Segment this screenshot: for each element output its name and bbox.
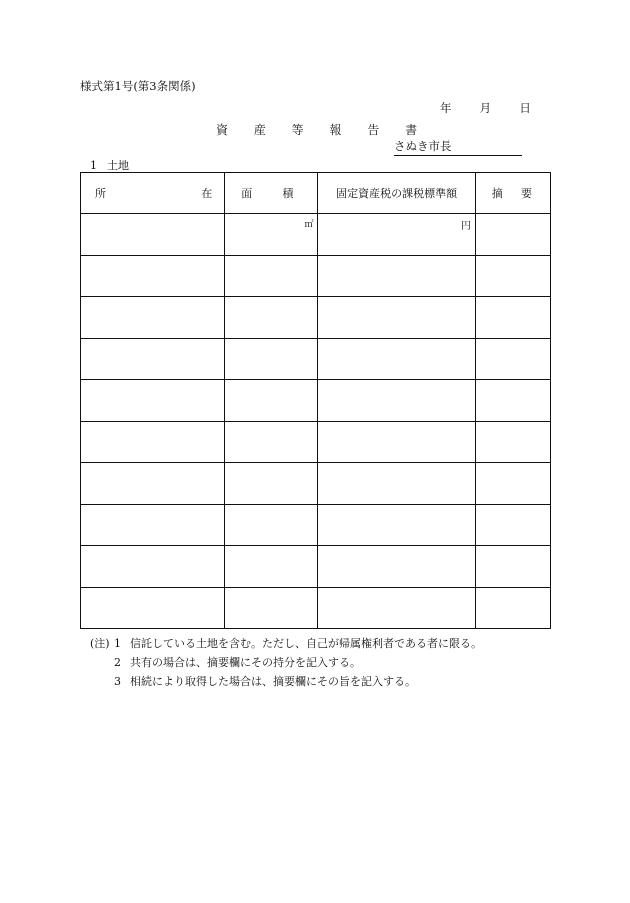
remarks-cell[interactable]: [475, 587, 550, 629]
tax-value-cell[interactable]: [318, 255, 475, 297]
notes: [90, 634, 482, 691]
area-cell[interactable]: [225, 504, 318, 546]
tax-value-cell[interactable]: [318, 421, 475, 463]
title-char: 報: [329, 123, 342, 137]
tax-value-cell[interactable]: [318, 587, 475, 629]
table-row: [81, 587, 551, 629]
table-row: [81, 504, 551, 546]
area-cell[interactable]: [225, 380, 318, 422]
land-table: [80, 172, 551, 629]
location-cell[interactable]: [81, 587, 225, 629]
note-item: 2 共有の場合は、摘要欄にその持分を記入する。: [114, 656, 361, 669]
section-heading: [90, 157, 139, 173]
remarks-cell[interactable]: [475, 546, 550, 588]
table-row: [81, 214, 551, 256]
tax-value-cell[interactable]: [318, 214, 475, 256]
area-cell[interactable]: [225, 463, 318, 505]
remarks-cell[interactable]: [475, 338, 550, 380]
area-cell[interactable]: [225, 214, 318, 256]
location-cell[interactable]: [81, 504, 225, 546]
location-cell[interactable]: [81, 214, 225, 256]
remarks-cell[interactable]: [475, 380, 550, 422]
location-cell[interactable]: [81, 546, 225, 588]
document-title: [216, 121, 439, 138]
tax-value-cell[interactable]: [318, 380, 475, 422]
date-day: 日: [519, 101, 531, 115]
table-row: [81, 297, 551, 339]
header-tax-value: 固定資産税の課税標準額: [318, 173, 475, 214]
table-row: [81, 255, 551, 297]
area-cell[interactable]: [225, 255, 318, 297]
location-cell[interactable]: [81, 380, 225, 422]
location-cell[interactable]: [81, 297, 225, 339]
tax-value-cell[interactable]: [318, 463, 475, 505]
location-cell[interactable]: [81, 463, 225, 505]
table-row: [81, 421, 551, 463]
table-row: [81, 380, 551, 422]
date-month: 月: [479, 101, 492, 115]
header-area: 面 積: [225, 173, 318, 214]
location-cell[interactable]: [81, 338, 225, 380]
date-line: [440, 100, 531, 116]
table-row: [81, 463, 551, 505]
remarks-cell[interactable]: [475, 214, 550, 256]
area-cell[interactable]: [225, 338, 318, 380]
title-char: 資: [216, 123, 229, 137]
date-year: 年: [440, 101, 452, 115]
title-char: 告: [367, 123, 380, 137]
tax-value-cell[interactable]: [318, 504, 475, 546]
table-row: [81, 338, 551, 380]
remarks-cell[interactable]: [475, 504, 550, 546]
addressee: さぬき市長: [394, 138, 522, 156]
remarks-cell[interactable]: [475, 255, 550, 297]
remarks-cell[interactable]: [475, 297, 550, 339]
title-char: 書: [405, 123, 418, 137]
tax-value-cell[interactable]: [318, 546, 475, 588]
area-cell[interactable]: [225, 546, 318, 588]
area-cell[interactable]: [225, 297, 318, 339]
location-cell[interactable]: [81, 255, 225, 297]
location-cell[interactable]: [81, 421, 225, 463]
table-row: [81, 546, 551, 588]
table-header-row: [81, 173, 551, 214]
tax-value-unit: 円: [460, 221, 471, 232]
section-label: 土地: [107, 159, 129, 172]
area-cell[interactable]: [225, 587, 318, 629]
header-remarks: 摘 要: [475, 173, 550, 214]
note-item: 3 相続により取得した場合は、摘要欄にその旨を記入する。: [114, 675, 416, 688]
tax-value-cell[interactable]: [318, 297, 475, 339]
header-location: 所 在: [81, 173, 225, 214]
remarks-cell[interactable]: [475, 421, 550, 463]
area-unit: ㎡: [304, 220, 314, 230]
notes-label: (注): [90, 637, 110, 650]
remarks-cell[interactable]: [475, 463, 550, 505]
title-char: 産: [253, 123, 266, 137]
area-cell[interactable]: [225, 421, 318, 463]
note-item: (注) 1 信託している土地を含む。ただし、自己が帰属権利者である者に限る。: [90, 634, 482, 653]
tax-value-cell[interactable]: [318, 338, 475, 380]
form-number: 様式第1号(第3条関係): [80, 79, 196, 93]
section-number: 1: [90, 159, 97, 172]
title-char: 等: [291, 123, 304, 137]
